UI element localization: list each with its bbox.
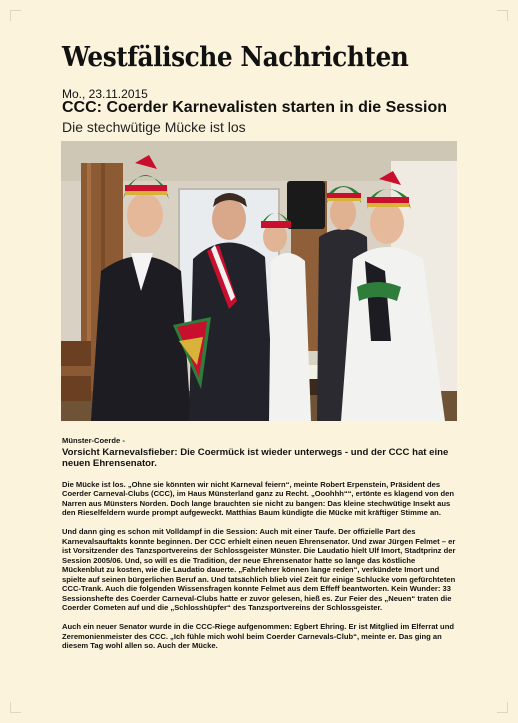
crop-mark <box>497 10 508 21</box>
article-lead: Vorsicht Karnevalsfieber: Die Coermück ist wieder unterwegs - und der CCC hat eine neuen Ehrensenator. <box>62 446 449 469</box>
article-body <box>62 436 458 660</box>
crop-mark <box>497 702 508 713</box>
article-subheadline: Die stechwütige Mücke ist los <box>62 119 246 135</box>
newspaper-masthead: Westfälische Nachrichten <box>62 42 409 73</box>
article-paragraph: Und dann ging es schon mit Volldampf in die Session: Auch mit einer Taufe. Der offizielle Part des Karnevalsauftakts konnte beginnen. Der CCC erhielt einen neuen Ehrensenator. Und zwar Jürgen Felmet – er ist Vorsitzender des Tanzsportvereins der Schlossgeister Münster. Die Laudatio hielt Ulf Imort, Stadtprinz der Session 2005/06. Und, so will es die Tradition, der neue Ehrensenator hatte so lange das köstliche Mückenblut zu kosten, wie die Laudatio dauerte. „Fahrlehrer können lange reden“, verkündete Imort und spielte auf seinen bürgerlichen Beruf an. Und tatsächlich blieb viel Zeit für einige Schlucke vom gefürchteten CCC-Trank. Auch die folgenden Wissensfragen konnte Felmet aus dem Effeff beantworten. Kein Wunder: 33 Sessionshefte des Coerder Carneval-Clubs hatte er zuvor gelesen, hieß es. Zur Feier des „Neuen“ traten die Coerder Cometen auf und die „Schlosshüpfer“ des Tanzsportvereins der Schlossgeister. <box>62 527 456 612</box>
article-paragraph: Die Mücke ist los. „Ohne sie könnten wir nicht Karneval feiern“, meinte Robert Erpenstein, Präsident des Coerder Carneval-Clubs (CCC), im Haus Münsterland ganz zu Recht. „Ooohhh““, ertönte es klagend von den Narren aus Münsters Norden. Doch lange brauchten sie nicht zu bangen: Das kleine stechwütige Insekt aus den Rieselfeldern wurde prompt aufgeweckt. Matthias Baum kündigte die Mücke mit kräftiger Stimme an. <box>62 479 454 517</box>
crop-mark <box>10 702 21 713</box>
article-headline: CCC: Coerder Karnevalisten starten in die Session <box>62 99 447 116</box>
carnival-photo-illustration <box>61 141 457 421</box>
article-location: Münster-Coerde - <box>62 436 125 445</box>
article-photo <box>61 141 457 421</box>
crop-mark <box>10 10 21 21</box>
publication-date: Mo., 23.11.2015 <box>62 87 148 101</box>
article-paragraph: Auch ein neuer Senator wurde in die CCC-Riege aufgenommen: Egbert Ehring. Er ist Mitglied im Elferrat und Zeremonienmeister des CCC. „Ich fühle mich wohl beim Coerder Carnevals-Club“, meinte er. Das ging an diesem Tag wohl allen so. Auch der Mücke. <box>62 622 454 650</box>
